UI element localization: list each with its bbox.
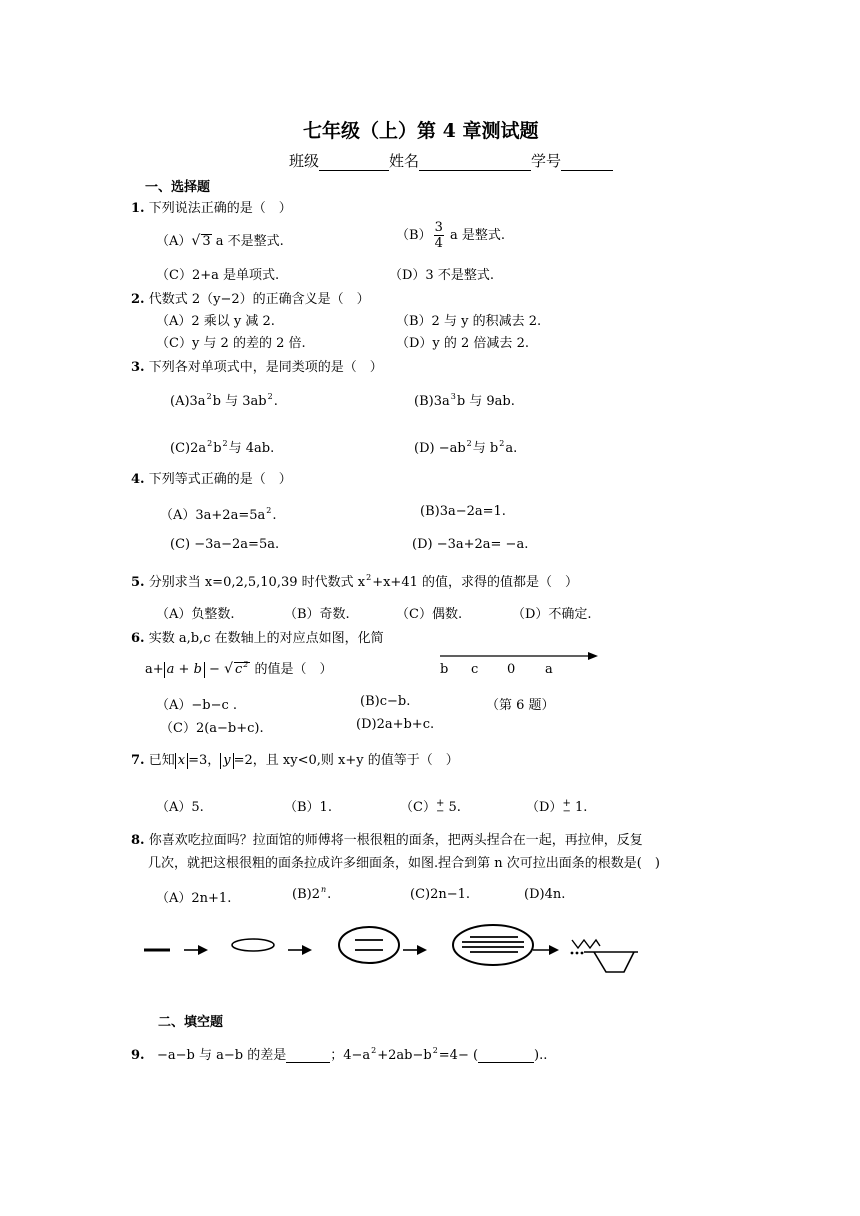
page-title: 七年级（上）第 4 章测试题 [303,120,539,142]
q7-option-a: （A）5. [156,800,204,815]
axis-label-c: c [471,662,479,677]
question-8-stem-line2: 几次，就把这根很粗的面条拉成许多细面条，如图.捏合到第 n 次可拉出面条的根数是( ) [148,856,660,871]
arrow-icon [288,945,312,955]
student-info-line [289,150,613,171]
q5-option-c: （C）偶数. [396,607,463,622]
noodle-bowl-icon [572,940,638,972]
q4-option-d: (D) −3a+2a= −a. [412,537,529,552]
section-choice-heading: 一、选择题 [145,180,211,195]
axis-label-b: b [440,662,449,677]
class-blank[interactable] [319,156,389,171]
q8-option-b: (B)2$^n$. [292,885,332,902]
id-blank[interactable] [561,156,613,171]
axis-label-zero: 0 [507,662,516,677]
question-7-stem: 7. 已知 x =3， y =2，且 xy<0,则 x+y 的值等于（ ） [131,753,459,768]
question-1-stem: 1. 下列说法正确的是（ ） [131,201,292,216]
q3-option-d: $(D) -ab^2$与 $b^2a$. [414,439,518,456]
arrow-icon [533,945,559,955]
q6-option-c: （C）2(a−b+c). [160,721,264,736]
q8-option-a: （A）2n+1. [156,891,232,906]
q1-option-a: （A）√ 3 a 不是整式. [156,233,284,249]
q9-blank-2[interactable] [478,1048,534,1063]
id-label: 学号 [531,152,562,170]
loop-twice-icon [339,927,399,963]
question-6-stem: 6. 实数 a,b,c 在数轴上的对应点如图，化简 [131,631,384,646]
ellipsis-icon [571,952,584,955]
q5-option-d: （D）不确定. [512,607,592,622]
q6-option-d: (D)2a+b+c. [356,717,435,732]
q8-option-c: (C)2n−1. [410,887,471,902]
q6-expression: a+ a + b − √ $c^2$ 的值是（ ） [145,660,333,677]
class-label: 班级 [289,152,320,170]
q2-option-c: （C）y 与 2 的差的 2 倍. [156,336,306,351]
arrow-icon [184,945,208,955]
q6-figure-caption: （第 6 题） [486,698,555,713]
q5-option-b: （B）奇数. [284,607,350,622]
question-9: 9. −a−b 与 a−b 的差是 ；$4-a^2+2ab-b^2=4-$ ( ).. [131,1046,548,1063]
q3-option-c: $(C)2a^2b^2$与 4ab. [170,439,275,456]
q4-option-b: (B)3a−2a=1. [420,504,506,519]
q6-option-b: (B)c−b. [360,694,411,709]
q9-blank-1[interactable] [286,1048,330,1063]
loop-many-icon [453,925,533,965]
q4-option-c: (C) −3a−2a=5a. [170,537,280,552]
question-8-stem-line1: 8. 你喜欢吃拉面吗？拉面馆的师傅将一根很粗的面条，把两头捏合在一起，再拉伸，反复 [131,833,643,848]
q1-option-b: （B） $\frac{3}{4}$ a 是整式. [396,220,505,251]
noodle-diagram [140,920,650,980]
question-4-stem: 4. 下列等式正确的是（ ） [131,472,292,487]
axis-label-a: a [545,662,553,677]
question-5-stem: 5. 分别求当 x=0,2,5,10,39 时代数式 $x^2+x+41$ 的值，求得的值都是（ ） [131,573,578,590]
q6-option-a: （A）−b−c . [156,698,238,713]
section-fill-heading: 二、填空题 [158,1015,224,1030]
q3-option-b: $(B)3a^3b$ 与 9ab. [414,392,515,409]
number-line [438,648,602,664]
name-blank[interactable] [419,156,531,171]
question-2-stem: 2. 代数式 2（y−2）的正确含义是（ ） [131,292,370,307]
q8-option-d: (D)4n. [524,887,566,902]
q7-option-b: （B）1. [284,800,332,815]
q5-option-a: （A）负整数. [156,607,235,622]
q6-radicand: $c^2$ [234,660,249,677]
q2-option-d: （D）y 的 2 倍减去 2. [396,336,529,351]
q7-option-d: （D） + − 1. [526,797,588,817]
q1-option-c: （C）2+a 是单项式. [156,268,280,283]
q2-option-a: （A）2 乘以 y 减 2. [156,314,275,329]
q2-option-b: （B）2 与 y 的积减去 2. [396,314,542,329]
arrow-icon [403,945,427,955]
q3-option-a: $(A)3a^2b$ 与 $3ab^2$. [170,392,278,409]
loop-once-icon [232,939,274,951]
q4-option-a: $(A)3a+2a=5a^2$. [160,506,277,523]
q1-option-d: （D）3 不是整式. [389,268,494,283]
question-3-stem: 3. 下列各对单项式中，是同类项的是（ ） [131,360,383,375]
name-label: 姓名 [389,152,420,170]
q7-option-c: （C） + − 5. [400,797,461,817]
